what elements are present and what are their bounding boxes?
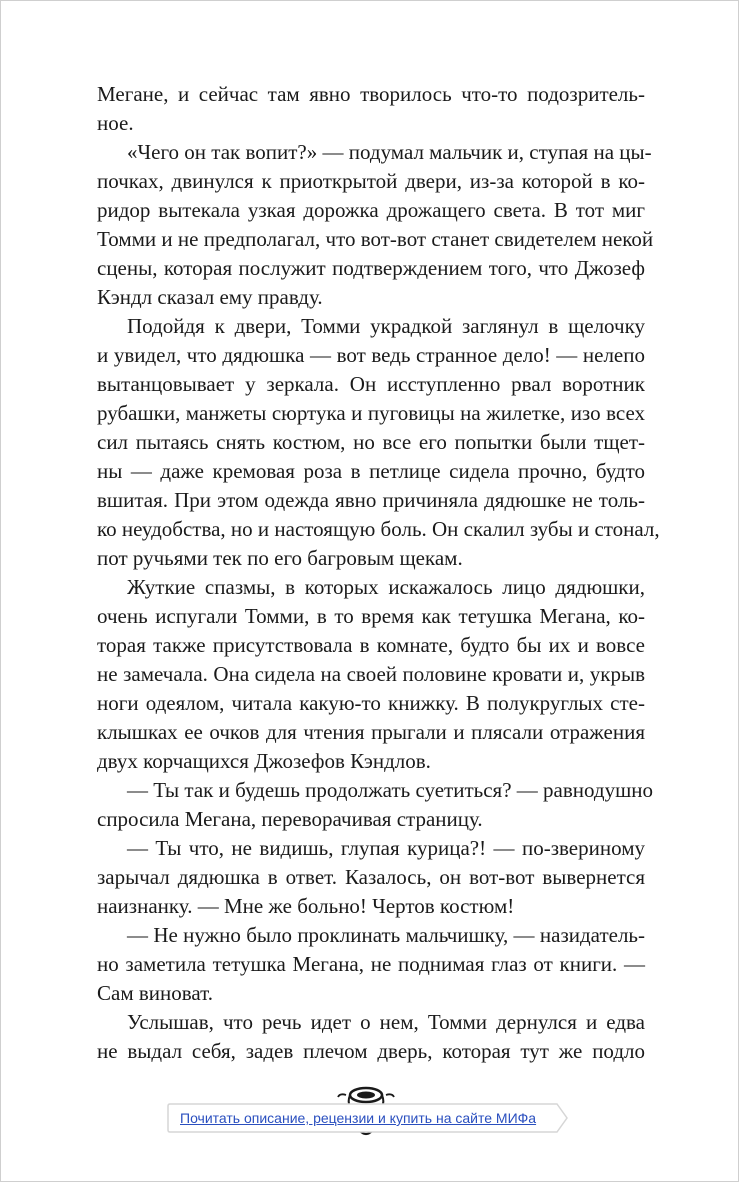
text-line: — Ты что, не видишь, глупая курица?! — по-звериному xyxy=(127,836,645,860)
text-line: вытанцовывает у зеркала. Он исступленно рвал воротник xyxy=(97,372,645,396)
text-line: Томми и не предполагал, что вот-вот станет свидетелем некой xyxy=(97,227,654,251)
text-line: не выдал себя, задев плечом дверь, которая тут же подло xyxy=(97,1039,645,1063)
text-line: зарычал дядюшка в ответ. Казалось, он вот-вот вывернется xyxy=(97,865,645,889)
text-line: Кэндл сказал ему правду. xyxy=(97,285,323,309)
text-line: — Ты так и будешь продолжать суетиться? — равнодушно xyxy=(127,778,653,802)
text-line: рубашки, манжеты сюртука и пуговицы на жилетке, изо всех xyxy=(97,401,645,425)
text-line: наизнанку. — Мне же больно! Чертов костюм! xyxy=(97,894,515,918)
text-line: Жуткие спазмы, в которых искажалось лицо дядюшки, xyxy=(127,575,645,599)
text-line: но заметила тетушка Мегана, не поднимая глаз от книги. — xyxy=(97,952,645,976)
text-line: Мегане, и сейчас там явно творилось что-то подозритель- xyxy=(97,82,645,106)
text-line: ное. xyxy=(97,111,134,135)
text-line: «Чего он так вопит?» — подумал мальчик и, ступая на цы- xyxy=(127,140,652,164)
text-line: Услышав, что речь идет о нем, Томми дернулся и едва xyxy=(127,1010,645,1034)
text-line: спросила Мегана, переворачивая страницу. xyxy=(97,807,483,831)
text-line: ко неудобства, но и настоящую боль. Он скалил зубы и стонал, xyxy=(97,517,660,541)
mif-store-link-banner[interactable] xyxy=(167,1103,569,1133)
text-line: Сам виноват. xyxy=(97,981,214,1005)
text-line: торая также присутствовала в комнате, будто бы их и вовсе xyxy=(97,633,645,657)
text-line: почках, двинулся к приоткрытой двери, из-за которой в ко- xyxy=(97,169,645,193)
text-line: очень испугали Томми, в то время как тетушка Мегана, ко- xyxy=(97,604,645,628)
text-line: клышках ее очков для чтения прыгали и плясали отражения xyxy=(97,720,645,744)
text-line: не замечала. Она сидела на своей половине кровати и, укрыв xyxy=(97,662,645,686)
text-line: двух корчащихся Джозефов Кэндлов. xyxy=(97,749,431,773)
text-line: пот ручьями тек по его багровым щекам. xyxy=(97,546,463,570)
text-line: ны — даже кремовая роза в петлице сидела прочно, будто xyxy=(97,459,645,483)
text-line: и увидел, что дядюшка — вот ведь странное дело! — нелепо xyxy=(97,343,645,367)
text-line: — Не нужно было проклинать мальчишку, — назидатель- xyxy=(127,923,645,947)
text-line: сил пытаясь снять костюм, но все его попытки были тщет- xyxy=(97,430,645,454)
page-body-text xyxy=(97,80,660,1066)
text-line: вшитая. При этом одежда явно причиняла дядюшке не толь- xyxy=(97,488,645,512)
mif-store-link[interactable]: Почитать описание, рецензии и купить на сайте МИФа xyxy=(180,1110,537,1126)
text-line: сцены, которая послужит подтверждением того, что Джозеф xyxy=(97,256,645,280)
text-line: ридор вытекала узкая дорожка дрожащего света. В тот миг xyxy=(97,198,645,222)
text-line: ноги одеялом, читала какую-то книжку. В полукруглых сте- xyxy=(97,691,645,715)
text-line: Подойдя к двери, Томми украдкой заглянул в щелочку xyxy=(127,314,645,338)
